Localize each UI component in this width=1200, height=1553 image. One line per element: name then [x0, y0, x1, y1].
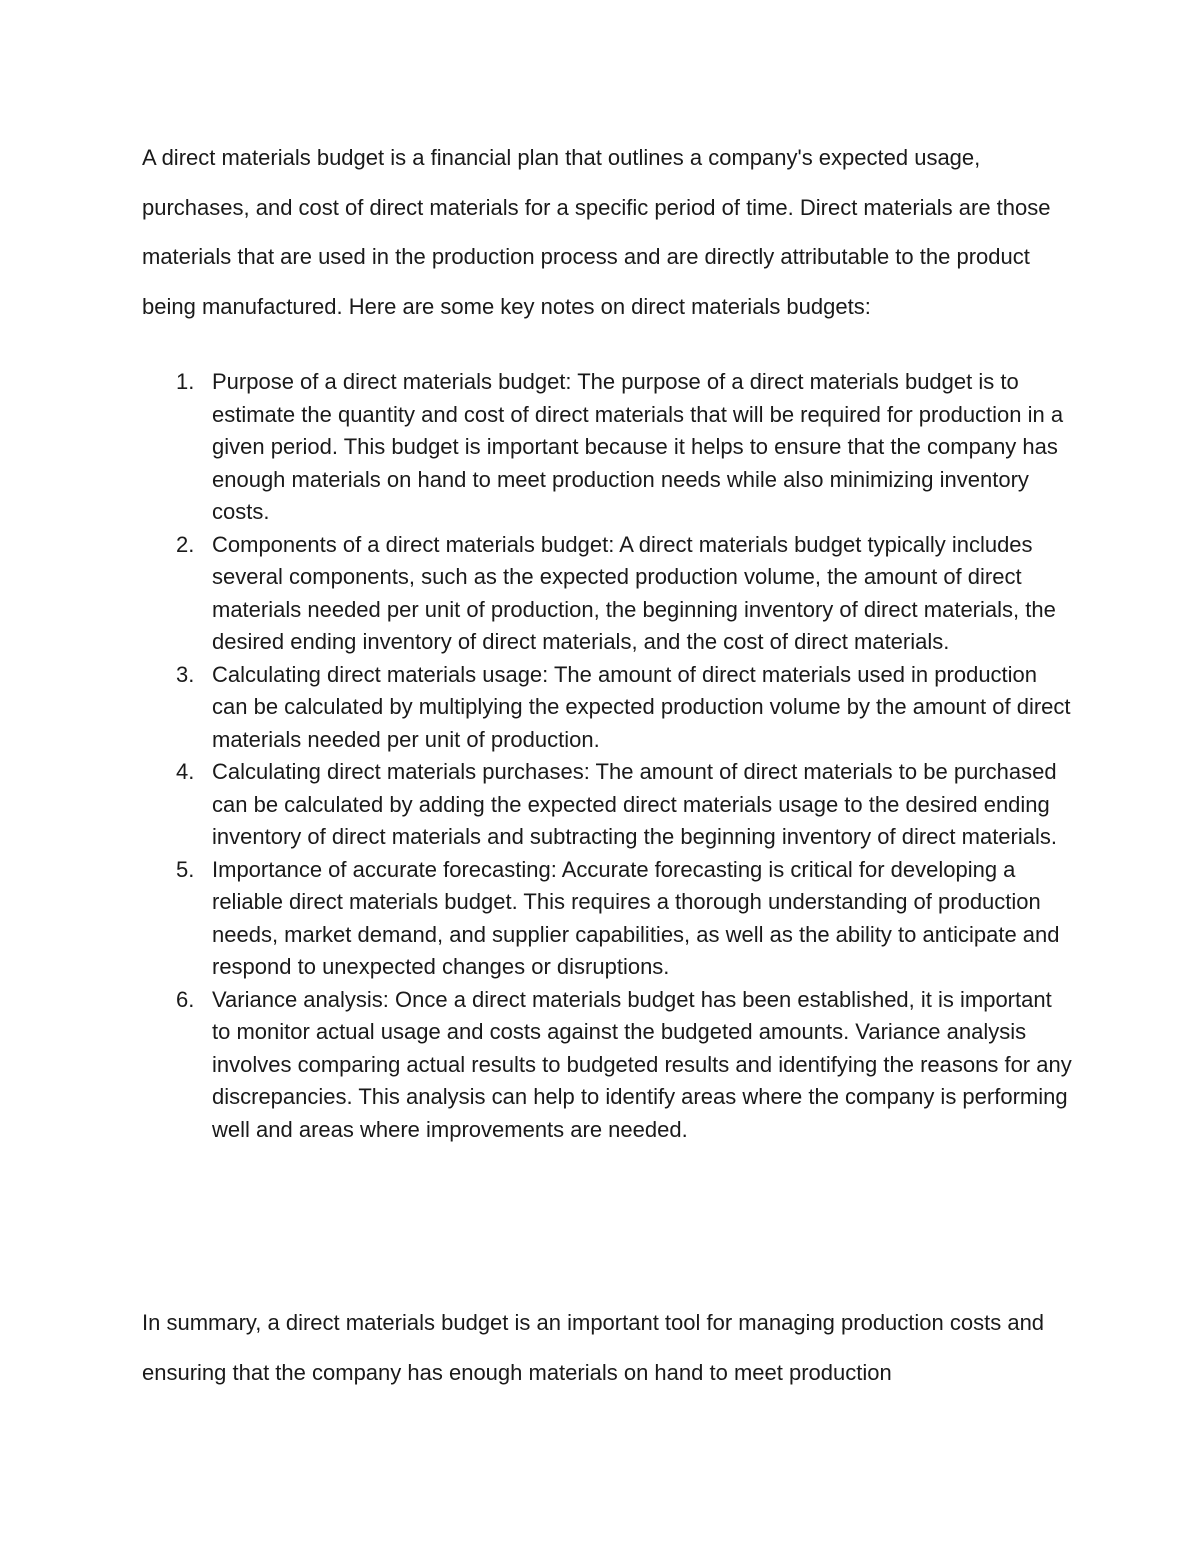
list-item-text: Calculating direct materials usage: The amount of direct materials used in production can be calculated by multiplying the expected production volume by the amount of direct materials needed per unit of production. [212, 661, 1071, 752]
list-item-number: 3. [176, 661, 195, 687]
list-item [142, 756, 1072, 854]
summary-paragraph: In summary, a direct materials budget is an important tool for managing production costs and ensuring that the company has enough materials on hand to meet production [142, 1310, 1045, 1385]
list-item [142, 984, 1072, 1147]
list-item-text: Variance analysis: Once a direct materials budget has been established, it is important to monitor actual usage and costs against the budgeted amounts. Variance analysis involves comparing actual results to budgeted results and identifying the reasons for any discrepancies. This analysis can help to identify areas where the company is performing well and areas where improvements are needed. [212, 986, 1072, 1142]
intro-paragraph: A direct materials budget is a financial plan that outlines a company's expected usage, purchases, and cost of direct materials for a specific period of time. Direct materials are those materials that are used in the production process and are directly attributable to the product being manufactured. Here are some key notes on direct materials budgets: [142, 145, 1051, 319]
list-item [142, 854, 1072, 984]
list-item-number: 5. [176, 856, 195, 882]
list-item-text: Calculating direct materials purchases: The amount of direct materials to be purchased can be calculated by adding the expected direct materials usage to the desired ending inventory of direct materials and subtracting the beginning inventory of direct materials. [212, 759, 1057, 849]
list-item [142, 366, 1072, 529]
list-item [142, 529, 1072, 659]
list-item-number: 6. [176, 986, 195, 1012]
list-item-text: Purpose of a direct materials budget: The purpose of a direct materials budget is to estimate the quantity and cost of direct materials that will be required for production in a given period. This budget is important because it helps to ensure that the company has enough materials on hand to meet production needs while also minimizing inventory costs. [212, 369, 1064, 524]
list-item-number: 2. [176, 531, 195, 557]
list-item-number: 4. [176, 759, 195, 784]
list-item [142, 659, 1072, 757]
list-item-text: Importance of accurate forecasting: Accurate forecasting is critical for developing a reliable direct materials budget. This requires a thorough understanding of production needs, market demand, and supplier capabilities, as well as the ability to anticipate and respond to unexpected changes or disruptions. [212, 856, 1060, 979]
list-item-text: Components of a direct materials budget: A direct materials budget typically includes several components, such as the expected production volume, the amount of direct materials needed per unit of production, the beginning inventory of direct materials, the desired ending inventory of direct materials, and the cost of direct materials. [212, 531, 1056, 654]
list-item-number: 1. [176, 369, 195, 394]
key-notes-list [142, 366, 1072, 1146]
